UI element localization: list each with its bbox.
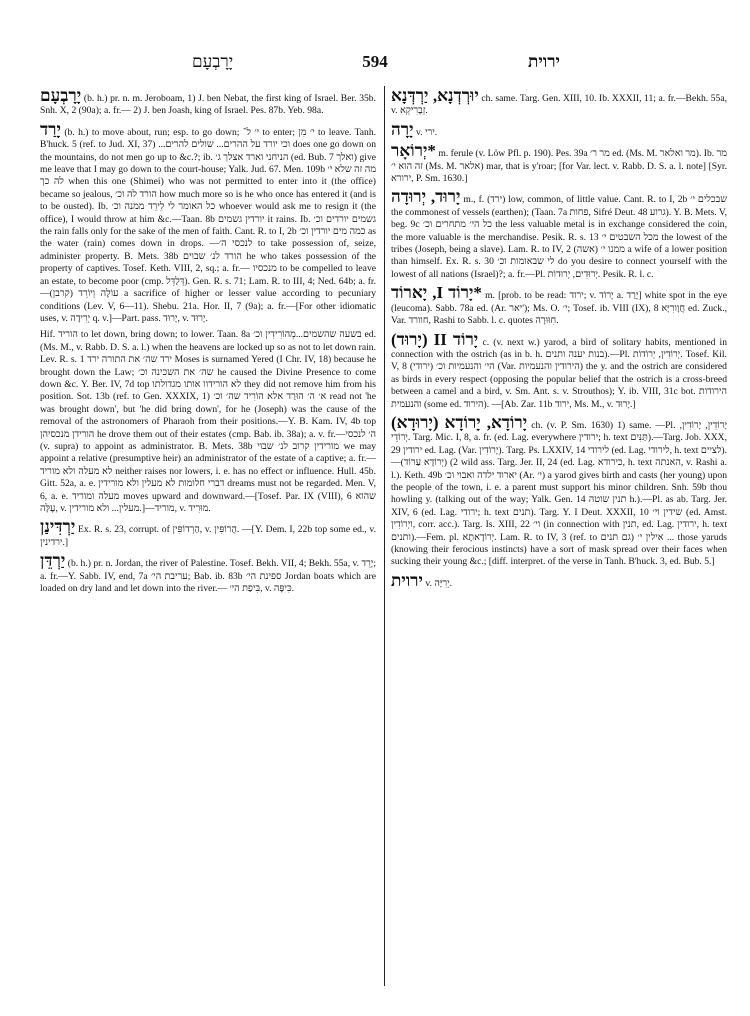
page-header [40, 52, 710, 76]
dictionary-entry [391, 119, 727, 139]
entry-text: m., f. (ירד) low, common, of little value. Cant. R. to I, 2b שבכלים י׳ the commonest of vessels (earthen); (Taan. 7a פחות, Sifré Deut. 48 גרוע). Y. B. Mets. V, beg. 9c כל הי׳ מתחרים וכ׳ the less valuable metal is in exchange considered the coin, the more valuable is the merchandise. Pesik. R. s. 13 מכל השבטים י׳ the lowest of the tribes (Joseph, being a slave). Lam. R. to IV, 2 (אשה) ממנו י׳ a wife of a lower position than himself. Ex. R. s. 30 לי שבאומות וכ׳ do you desire to connect yourself with the lowest of all nations (Israel)?; a. fr.—Pl. יְרוּדִים, יְרוּדוֹת. Pesik. R. l. c. [391, 194, 727, 280]
right-column [391, 88, 727, 988]
entry-text: ch. (v. P. Sm. 1630) 1) same. —Pl. יָרוֹדִין, יָרוֹדִין, יְרוֹדֵי. Targ. Mic. I, 8, a. fr. (ed. Lag. everywhere ירודין; h. text תַּנִּים).—Targ. Job. XXX, 29 ירודין ed. Lag. (Var. יָרוֹדִין). Targ. Ps. LXXIV, 14 לירודי (ed. Lag. לירודי, h. text לציים).—2) (יְרוֹדָא עַרוֹד) wild ass. Targ. Jer. II, 24 (ed. Lag. כירודא, h. text האנתה, v. Rashi a. l.). Keth. 49b יארוד ילדה ואבוי וכ׳ (Ar. י׳) a yarod gives birth and casts (her young) upon the people of the town, i. e. a parent must support his minor children. Snh. 59b thou howling y. (talking out of the way; Yalk. Gen. 14 תנין שוטה h.).—Pl. as ab. Targ. Jer. XIV, 6 (ed. Lag. ירודי; h. text תנים). Targ. Y. I Deut. XXXII, 10 שידין וי׳ (ed. Amst. ויְרוֹדִין, corr. acc.). Targ. Is. XIII, 22 וי׳ (in connection with תנין, ed. Lag. ירודין, h. text ותנים).—Fem. pl. יְרוֹדָאתָא. Lam. R. to IV, 3 (ref. to גם תנים) אילין י׳ ... those yaruds (knowing their ferocious instincts) have a sort of mask spread over their faces when sucking their young &c.; [diff. interpret. of the verse in Tanh. B'huck. 3, ed. Bub. 5.] [391, 419, 727, 568]
entry-headword: יָרָבְעָם [40, 88, 82, 105]
entry-text: v. יְרִיָּה. [425, 577, 453, 589]
dictionary-entry [391, 285, 727, 327]
entry-headword: יוּרְדְנָא, יַרְדְּנָא [391, 88, 479, 105]
entry-text: (b. h.) pr. n. Jordan, the river of Palestine. Tosef. Bekh. VII, 4; Bekh. 55a, v. יָרֵד; a. fr.—Y. Sabb. IV, end, 7a עריבת הי׳; Bab. ib. 83b ספינת הי׳ Jordan boats which are loaded on dry land and let down into the river.— בִּיפַת הי׳, v. כִּיפָּה. [40, 558, 376, 595]
page-number: 594 [362, 52, 388, 71]
dictionary-entry [391, 570, 727, 590]
entry-headword: יָרוּד, יְרוּדָה [391, 187, 461, 207]
header-catchword-right: ירוית [528, 52, 560, 71]
entry-headword: יָרַד [40, 119, 61, 139]
dictionary-entry [391, 88, 727, 118]
column-divider [384, 86, 385, 986]
dictionary-entry [40, 119, 376, 326]
entry-headword: *יָרוֹד I, יָארוֹד [391, 283, 482, 303]
dictionary-entry [391, 143, 727, 185]
entry-headword: יָרוֹדָא, יָרוֹדָא (יָרוּדָא) [391, 412, 528, 432]
dictionary-entry [40, 519, 376, 549]
entry-text: v. ירי. [416, 126, 438, 138]
entry-headword: ירוית [391, 570, 423, 590]
entry-text: Ex. R. s. 23, corrupt. of הַרְדוֹפִּין, v. הֲרוֹפִּין. —[Y. Dem. I, 22b top some ed., v. ירדינין.] [40, 524, 376, 548]
dictionary-entry [40, 329, 376, 515]
header-catchword-left: יָרָבְעָם [192, 52, 234, 71]
entry-text: (b. h.) pr. n. m. Jeroboam, 1) J. ben Nebat, the first king of Israel. Ber. 35b. Snh. X, 2 (90a); a. fr.— 2) J. ben Joash, king of Israel. Pes. 87b. Yeb. 98a. [40, 93, 376, 117]
entry-headword: יַרְדֵּן [40, 551, 66, 571]
entry-headword: *יְרוֹאָר [391, 141, 436, 161]
entry-headword: יָרוֹד II (יָרוּד) [391, 329, 479, 349]
entry-text: (b. h.) to move about, run; esp. to go down; י׳ ל־ to enter; י׳ מִן to leave. Tanh. B'huck. 5 (ref. to Jud. XI, 37) ...וכי יורד על ההרים... שולים להרים does one go down on the mountains, do not men go up to &c.?; ib. הניחני וארד אצלך ג׳ (ed. Bub. 7 ואלך) give me leave that I may go down to the court-house; Yalk. Jud. 67. Men. 109b מה זה שלא י׳ לה כך when this one (Shimei) who was not permitted to enter into it (the office) became so jealous, הורד לה וכ׳ how much more so is he who once has entered it (and is to be ousted). Ib. כל האומר לי לֵירֵד ממנה וכ׳ whoever would ask me to resign it (the office), I would throw at him &c.—Taan. 8b יורדין גשמים it rains. Ib. גשמים יורדים וכ׳ the rain falls only for the sake of the men of faith. Cant. R. to I, 2b כמה מים יורדין וכ׳ as the water (rain) comes down in drops. —לנכסי ה׳ to take possession of, seize, administer property. B. Mets. 38b הורד לנ׳ שבוים he who takes possession of the property of captives. Tosef. Keth. VIII, 2, sq.; a. fr.— מנכסיו to be compelled to leave an estate, to become poor (cmp. דְּלַדֵּל). Gen. R. s. 71; Lam. R. to III, 4; Ned. 64b; a. fr.—(קרבן) עוֹלֶה וְיוֹרֵד a sacrifice of higher or lesser value according to pecuniary conditions (Lev. V, 6—11). Shebu. 21a. Hor. II, 7 (9a); a. fr.—[For other idiomatic uses, v. יְרִידָה q. v.]—Part. pass. יָרוּד, v. יָרוּד. [40, 126, 376, 324]
dictionary-entry [391, 412, 727, 569]
entry-headword: יַרְדִּינַן [40, 517, 76, 537]
entry-text: m. [prob. to be read: ירוד; v. יָרוֹד a. יָרַד] white spot in the eye (leucoma). Sabb. 78a ed. (Ar. יאר'); Ms. O. י׳; Tosef. ib. VIII (IX), 8 חֲוָורִיָּא ed. Zuck., Var. חוורד, Rashi to Sabb. l. c. quotes חִוּוּרָה. [391, 290, 727, 327]
entry-headword: יָרָה [391, 119, 414, 139]
dictionary-entry [40, 553, 376, 595]
entry-text: ch. same. Targ. Gen. XIII, 10. Ib. XXXII, 11; a. fr.—Bekh. 55a, v. זְבָרִיקְא. [391, 93, 727, 117]
entry-text: m. ferule (v. Löw Pfl. p. 190). Pes. 39a מר ר׳ ed. (Ms. M. מר ואלאר). Ib. מר זה הוא י׳ (Ms. M. אלאר) mar, that is y'roar; [for Var. lect. v. Rabb. D. S. a. l. note] [Syr. ירורא, P. Sm. 1630.] [391, 148, 727, 185]
dictionary-entry [391, 329, 727, 411]
dictionary-entry [40, 88, 376, 118]
entry-text: c. (v. next w.) yarod, a bird of solitary habits, mentioned in connection with the ostrich (as in b. h. בנות יענה ותנים).—Pl. יְרוֹדִין, יְרוֹדוֹת. Tosef. Kil. V, 8 (ירודי) הי׳ והנעמיות וכ׳ (Var. הירודין והנעמיות) the y. and the ostrich are considered as birds in every respect (opposing the popular belief that the ostrich is a cross-breed between a camel and a bird, v. Sm. Ant. s. v. Strouthos); Y. ib. VIII, 31c bot. הירודות והנעמית (some ed. הירוד). —[Ab. Zar. 11b ירוד, Ms. M., v. יָרוּד.] [391, 336, 727, 410]
entry-text: Hif. הוריד to let down, bring down; to lower. Taan. 8a בשעה שהשמים...מְהוֹרִידִין וכ׳ ed. (Ms. M., v. Rabb. D. S. a. l.) when the heavens are locked up so as not to let down rain. Lev. R. s. 1 ירד שה׳ את התורה ירד Moses is surnamed Yered (I Chr. IV, 18) because he brought down the Law; שה׳ את השכינה וכ׳ he caused the Divine Presence to come down &c. Y. Ber. IV, 7d top לא הורידוו אותו מגדולתו they did not remove him from his position. Sot. 13b (ref. to Gen. XXXIX, 1) א׳ ה׳ הוּרַד אלא הוֹרִיד שה׳ וכ׳ read not 'he was brought down', but 'he did bring down', for he (Joseph) was the cause of the removal of the astronomers of Pharaoh from their positions.—Y. B. Kam. IV, 4b top הורידן מנכסיהן he drove them out of their estates (cmp. Bab. ib. 38a); a. v. fr.—ה׳ לנכסי (v. supra) to appoint as administrator. B. Mets. 38b מורידין קרוב לנ׳ שבוי we may appoint a relative (presumptive heir) an administrator of the estate of a captive; a. fr.—לא מעלה ולא מוריד neither raises nor lowers, i. e. has no effect or influence. Hull. 45b. Gitt. 52a, a. e. דברי חלומות לא מעלין ולא מורידין dreams must not be regarded. Men. V, 6, a. e. מעלה ומוריד moves upward and downward.—[Tosef. Par. IX (VIII), 6 שהוא עֶלָּה, v. מעלין... ולא מורידין.]—מוריד, v. מוּרִיד. [40, 329, 376, 514]
left-column [40, 88, 376, 988]
dictionary-entry [391, 189, 727, 281]
